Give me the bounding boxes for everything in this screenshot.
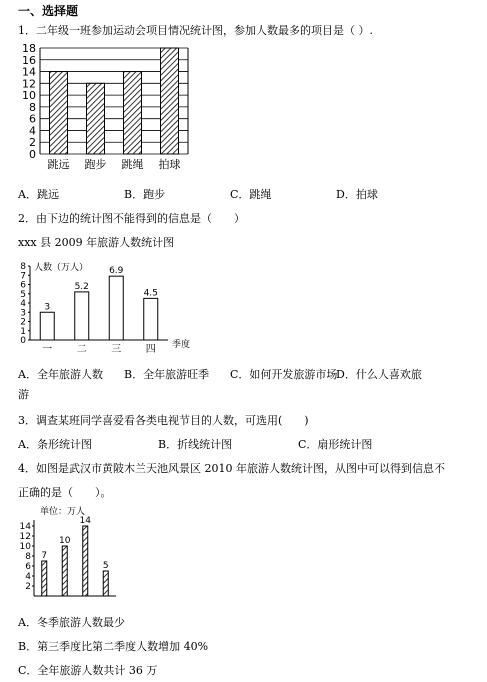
data-label: 6.9	[109, 266, 124, 277]
data-label: 4.5	[143, 288, 158, 299]
q3-option-b[interactable]: B．折线统计图	[158, 438, 233, 451]
q3-option-c[interactable]: C．扇形统计图	[298, 438, 373, 451]
bar	[62, 546, 67, 596]
y-tick-label: 4	[25, 572, 31, 582]
data-label: 7	[41, 551, 48, 561]
y-axis-label: 单位：万人	[40, 507, 86, 517]
x-tick-label: 二	[76, 344, 87, 355]
data-label: 5.2	[74, 281, 89, 292]
y-tick-label: 10	[19, 542, 31, 552]
y-tick-label: 8	[20, 262, 26, 272]
x-tick-label: 三	[111, 344, 122, 355]
chart-1	[18, 42, 218, 182]
x-tick-label: 跳远	[47, 158, 70, 171]
bar	[83, 526, 88, 596]
q1-option-b[interactable]: B．跑步	[124, 188, 166, 201]
y-tick-label: 4	[20, 299, 26, 309]
bar	[144, 298, 158, 340]
data-label: 3	[44, 302, 51, 313]
q2-option-b[interactable]: B．全年旅游旺季	[124, 368, 210, 381]
q2-option-d-cont: 游	[18, 388, 29, 401]
y-tick-label: 7	[20, 271, 26, 282]
question-1-text: 1．二年级一班参加运动会项目情况统计图，参加人数最多的项目是（ ）.	[18, 24, 373, 37]
section-title: 一、选择题	[18, 4, 79, 18]
y-tick-label: 16	[22, 53, 36, 67]
q3-option-a[interactable]: A．条形统计图	[18, 438, 92, 451]
y-tick-label: 8	[29, 100, 36, 114]
y-tick-label: 8	[25, 552, 31, 562]
bar	[50, 72, 68, 154]
y-axis-label: 人数（万人）	[34, 263, 89, 273]
q1-option-a[interactable]: A．跳远	[18, 188, 59, 201]
bar	[109, 276, 123, 340]
y-tick-label: 14	[22, 65, 36, 79]
x-tick-label: 跑步	[84, 158, 107, 171]
y-tick-label: 1	[20, 326, 26, 337]
y-tick-label: 14	[19, 522, 31, 532]
bar	[40, 312, 54, 340]
data-label: 10	[59, 536, 71, 546]
bar	[124, 72, 142, 154]
x-tick-label: 四	[145, 344, 156, 355]
bar	[75, 292, 89, 340]
question-3-text: 3．调查某班同学喜爱看各类电视节目的人数，可选用( )	[18, 414, 309, 427]
x-axis-label: 季度	[172, 340, 191, 350]
bar	[42, 561, 47, 596]
x-tick-label: 拍球	[158, 158, 181, 171]
question-4-text-line2: 正确的是（ ）。	[18, 486, 112, 499]
y-tick-label: 10	[22, 89, 36, 103]
bar	[103, 571, 108, 596]
y-tick-label: 2	[20, 317, 26, 328]
chart-2-title: xxx 县 2009 年旅游人数统计图	[18, 236, 175, 249]
y-tick-label: 0	[20, 336, 26, 346]
question-4-text-line1: 4．如图是武汉市黄陂木兰天池风景区 2010 年旅游人数统计图，从图中可以得到信息不	[18, 462, 445, 475]
q1-option-d[interactable]: D．拍球	[336, 188, 378, 201]
y-tick-label: 2	[29, 136, 36, 150]
q4-option-b[interactable]: B．第三季度比第二季度人数增加 40%	[18, 640, 209, 653]
y-tick-label: 12	[19, 532, 31, 542]
data-label: 5	[102, 561, 109, 571]
y-tick-label: 5	[20, 289, 26, 300]
question-2-text: 2．由下边的统计图不能得到的信息是（ ）	[18, 212, 245, 225]
q2-option-a[interactable]: A．全年旅游人数	[18, 368, 103, 381]
q4-option-a[interactable]: A．冬季旅游人数最少	[18, 616, 125, 629]
chart-3	[18, 504, 128, 604]
bar	[87, 83, 105, 154]
y-tick-label: 2	[25, 582, 31, 592]
y-tick-label: 6	[20, 280, 26, 291]
q1-option-c[interactable]: C．跳绳	[230, 188, 272, 201]
x-tick-label: 跳绳	[121, 158, 144, 171]
y-tick-label: 6	[25, 562, 31, 572]
y-tick-label: 6	[29, 112, 36, 126]
x-tick-label: 一	[42, 344, 53, 355]
q2-option-c[interactable]: C．如何开发旅游市场	[230, 368, 338, 381]
q2-option-d[interactable]: D．什么人喜欢旅	[336, 368, 422, 381]
y-tick-label: 4	[29, 124, 36, 138]
y-tick-label: 0	[29, 148, 36, 161]
q4-option-c[interactable]: C．全年旅游人数共计 36 万	[18, 664, 158, 677]
data-label: 14	[79, 516, 91, 526]
chart-2	[18, 258, 218, 358]
y-tick-label: 3	[20, 308, 26, 319]
bar	[161, 48, 179, 154]
y-tick-label: 18	[22, 42, 36, 55]
y-tick-label: 12	[22, 77, 36, 91]
